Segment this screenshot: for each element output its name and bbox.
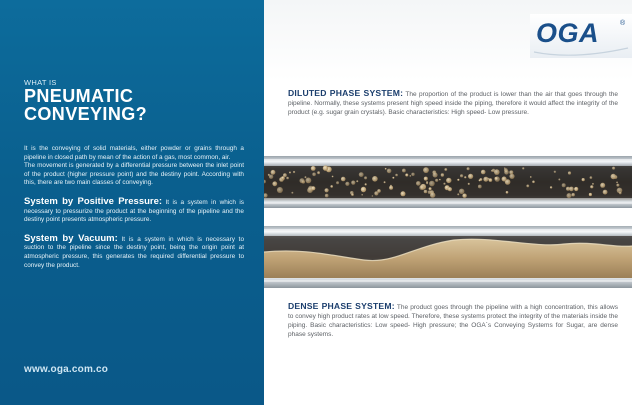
dense-phase-pipe-illustration	[264, 226, 632, 288]
grain-particle	[568, 171, 571, 174]
grain-particle	[423, 167, 429, 173]
grain-particle	[426, 183, 428, 185]
grain-particle	[522, 167, 524, 169]
dense-phase-description	[288, 302, 618, 339]
intro-paragraph-1: It is the conveying of solid materials, either powder or grains through a pipeline in closed path by mean of the action of a gas, most common, air.	[24, 145, 244, 161]
grain-particle	[444, 168, 447, 171]
grain-particle	[457, 193, 459, 195]
grain-particle	[392, 177, 394, 179]
grain-particle	[558, 179, 560, 181]
grain-particle	[554, 171, 556, 173]
grain-particle	[589, 193, 592, 196]
grain-particle	[495, 176, 500, 181]
grain-particle	[506, 191, 509, 194]
grain-particle	[402, 169, 406, 173]
grain-particle	[530, 176, 532, 178]
grain-particle	[478, 185, 482, 189]
grain-particle	[446, 178, 451, 183]
grain-particle	[385, 168, 387, 170]
grain-particle	[341, 177, 346, 182]
diluted-phase-heading: DILUTED PHASE SYSTEM:	[288, 88, 404, 98]
grain-particle	[459, 189, 464, 194]
grain-particle	[424, 190, 428, 194]
grain-particle	[387, 169, 392, 174]
grain-particle	[424, 177, 428, 181]
grain-particle	[289, 172, 291, 174]
grain-particle	[467, 167, 470, 170]
grain-particle	[389, 186, 393, 190]
grain-particle	[481, 170, 486, 175]
grain-particle	[325, 188, 329, 192]
grain-particle	[435, 179, 438, 182]
grain-particle	[372, 176, 378, 182]
grain-particle	[317, 171, 320, 174]
grain-particle	[616, 184, 619, 187]
grain-particle	[305, 176, 307, 178]
dense-phase-heading: DENSE PHASE SYSTEM:	[288, 301, 395, 311]
grain-particle	[619, 192, 622, 195]
logo-text: OGA	[536, 18, 600, 48]
grain-particle	[590, 176, 593, 179]
grain-particle	[504, 170, 509, 175]
logo-registered-mark: ®	[620, 20, 626, 27]
grain-particle	[526, 185, 529, 188]
title-line-1: PNEUMATIC	[24, 86, 134, 106]
grain-particle	[364, 176, 367, 179]
grain-particle	[550, 186, 552, 188]
grain-particle	[468, 183, 470, 185]
grain-particle	[532, 181, 535, 184]
grain-particle	[268, 174, 270, 176]
grain-particle	[372, 195, 374, 197]
grain-particle	[401, 191, 406, 196]
diluted-phase-description	[288, 89, 618, 117]
grain-particle	[433, 173, 438, 178]
grain-particle	[439, 179, 441, 181]
positive-pressure-heading: System by Positive Pressure:	[24, 195, 163, 207]
grain-particle	[345, 182, 349, 186]
grain-particle	[293, 171, 295, 173]
diluted-phase-pipe-illustration	[264, 156, 632, 208]
grain-particle	[365, 183, 367, 185]
vacuum-text: It is a system in which is necessary to suction to the pipeline since the destiny point, being the origin point at atmospheric pressure, this generates the required differential pressure to convey the product.	[24, 235, 244, 269]
grain-particle	[361, 194, 363, 196]
grain-particle	[359, 172, 364, 177]
grain-particle	[569, 187, 574, 192]
grain-particle	[356, 180, 358, 182]
grain-particle	[582, 178, 585, 181]
grain-particle	[567, 193, 572, 198]
grain-particle	[330, 185, 333, 188]
grain-particle	[616, 182, 618, 184]
what-is-label: WHAT IS	[24, 78, 57, 87]
grain-particle	[272, 181, 277, 186]
grain-particle	[377, 189, 381, 193]
grain-particle	[323, 165, 328, 170]
positive-pressure-section	[24, 195, 244, 225]
grain-particle	[351, 181, 355, 185]
grain-particle	[311, 186, 315, 190]
grain-particle	[419, 185, 424, 190]
grain-particle	[306, 178, 312, 184]
grain-particle	[410, 175, 412, 177]
title-line-2: CONVEYING?	[24, 104, 148, 124]
grain-particle	[283, 173, 287, 177]
grain-particle	[502, 177, 507, 182]
grain-particle	[351, 193, 354, 196]
grain-particle	[562, 183, 566, 187]
grain-particle	[464, 176, 466, 178]
grain-particle	[612, 167, 615, 170]
grain-particle	[494, 169, 500, 175]
grain-particle	[277, 187, 283, 193]
grain-particle	[429, 187, 432, 190]
vacuum-section	[24, 232, 244, 270]
grain-particle	[479, 179, 481, 181]
grain-particle	[286, 177, 289, 180]
grain-particle	[574, 187, 578, 191]
grain-particle	[411, 173, 414, 176]
grain-particle	[509, 174, 514, 179]
grain-particle	[592, 183, 594, 185]
grain-particle	[448, 187, 452, 191]
grain-particle	[271, 170, 276, 175]
grain-particle	[429, 181, 435, 187]
grain-particle	[489, 178, 493, 182]
grain-particle	[384, 181, 386, 183]
grain-particle	[460, 174, 463, 177]
grain-particle	[468, 174, 473, 179]
grain-particle	[312, 173, 316, 177]
grain-particle	[300, 178, 305, 183]
grain-particle	[336, 181, 339, 184]
grain-particle	[600, 183, 605, 188]
grain-particle	[462, 194, 466, 198]
info-panel	[0, 0, 264, 405]
grain-particle	[428, 190, 432, 194]
grain-particle	[441, 173, 444, 176]
grain-particle	[311, 166, 316, 171]
grain-particle	[590, 185, 593, 188]
grain-particle	[443, 183, 445, 185]
grain-particle	[572, 193, 575, 196]
grain-particle	[405, 174, 408, 177]
oga-logo	[524, 8, 632, 64]
grain-particle	[504, 167, 506, 169]
grain-particle	[603, 190, 608, 195]
intro-paragraph-2: The movement is generated by a differential pressure between the inlet point of the product (higher pressure point) and the destiny point. According with this, there are two main classes of conveying.	[24, 162, 244, 187]
grain-particle	[291, 192, 293, 194]
grain-particle	[457, 179, 459, 181]
grain-particle	[395, 174, 398, 177]
vacuum-heading: System by Vacuum:	[24, 232, 118, 244]
grain-particle	[491, 170, 493, 172]
grain-particle	[332, 176, 334, 178]
diluted-phase-text: The proportion of the product is lower than the air that goes through the pipeline. Normally, these systems present high speed inside the piping, therefore it would affect the integrity of the product (e.g. sugar grain crystals). Basic characteristics: High speed- Low pressure.	[288, 91, 618, 116]
grain-particle	[611, 174, 616, 179]
dense-phase-text: The product goes through the pipeline with a high concentration, this allows to convey high product rates at low speed. Therefore, these systems protect the integrity of the materials inside the piping. Basic characteristics: Low speed- High pressure; the OGA´s Conveying Systems for Sugar, are dense phase systems.	[288, 304, 618, 338]
grain-particle	[416, 181, 421, 186]
positive-pressure-text: It is a system in which is necessary to pressurize the product at the beginning of the pipeline and the destiny point presents atmospheric pressure.	[24, 198, 244, 224]
website-link[interactable]: www.oga.com.co	[24, 364, 109, 375]
grain-particle	[325, 194, 329, 198]
grain-particle	[361, 187, 366, 192]
